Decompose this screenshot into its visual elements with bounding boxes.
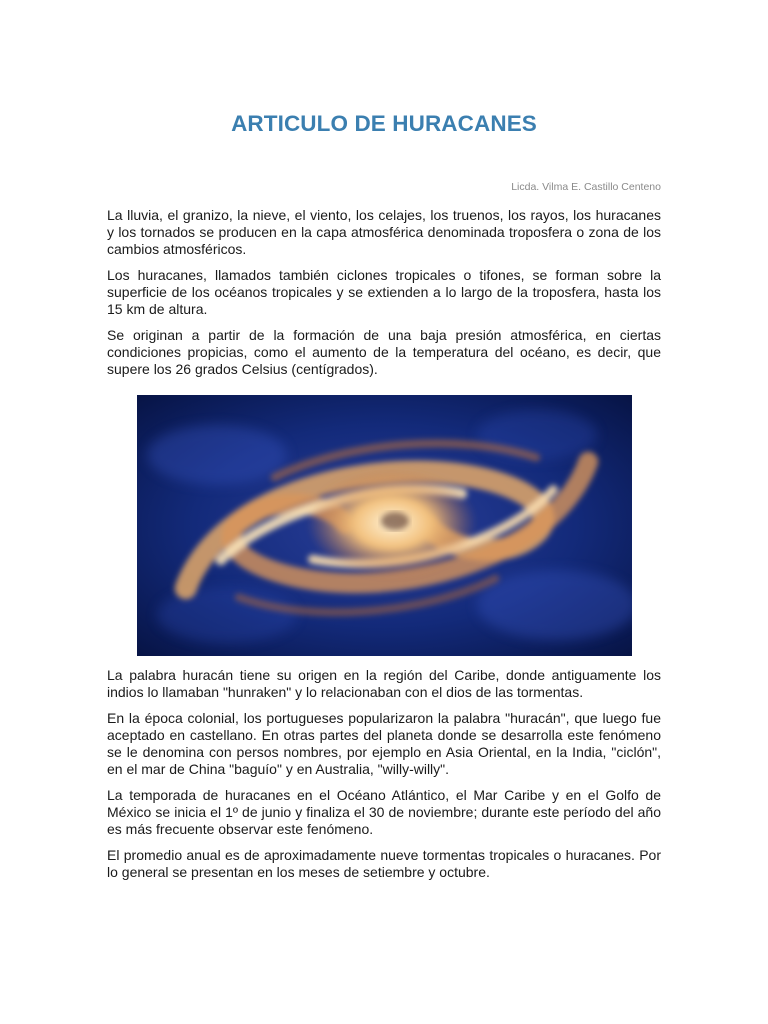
intro-section xyxy=(107,207,661,387)
author-line: Licda. Vilma E. Castillo Centeno xyxy=(511,181,661,193)
paragraph: Los huracanes, llamados también ciclones tropicales o tifones, se forman sobre la superficie de los océanos tropicales y se extienden a lo largo de la troposfera, hasta los 15 km de altura. xyxy=(107,267,661,317)
paragraph: El promedio anual es de aproximadamente nueve tormentas tropicales o huracanes. Por lo general se presentan en los meses de setiembre y octubre. xyxy=(107,847,661,880)
paragraph: La lluvia, el granizo, la nieve, el viento, los celajes, los truenos, los rayos, los huracanes y los tornados se producen en la capa atmosférica denominada troposfera o zona de los cambios atmosféricos. xyxy=(107,207,661,257)
hurricane-illustration xyxy=(137,395,632,656)
page-title: ARTICULO DE HURACANES xyxy=(231,111,537,136)
history-section xyxy=(107,667,661,890)
paragraph: La temporada de huracanes en el Océano Atlántico, el Mar Caribe y en el Golfo de México se inicia el 1º de junio y finaliza el 30 de noviembre; durante este período del año es más frecuente observar este fenómeno. xyxy=(107,787,661,837)
paragraph: La palabra huracán tiene su origen en la región del Caribe, donde antiguamente los indios lo llamaban "hunraken" y lo relacionaban con el dios de las tormentas. xyxy=(107,667,661,700)
paragraph: En la época colonial, los portugueses popularizaron la palabra "huracán", que luego fue aceptado en castellano. En otras partes del planeta donde se desarrolla este fenómeno se le denomina con persos nombres, por ejemplo en Asia Oriental, en la India, "ciclón", en el mar de China "baguío" y en Australia, "willy-willy". xyxy=(107,710,661,777)
hurricane-image xyxy=(137,395,632,656)
paragraph: Se originan a partir de la formación de una baja presión atmosférica, en ciertas condiciones propicias, como el aumento de la temperatura del océano, es decir, que supere los 26 grados Celsius (centígrados). xyxy=(107,327,661,377)
